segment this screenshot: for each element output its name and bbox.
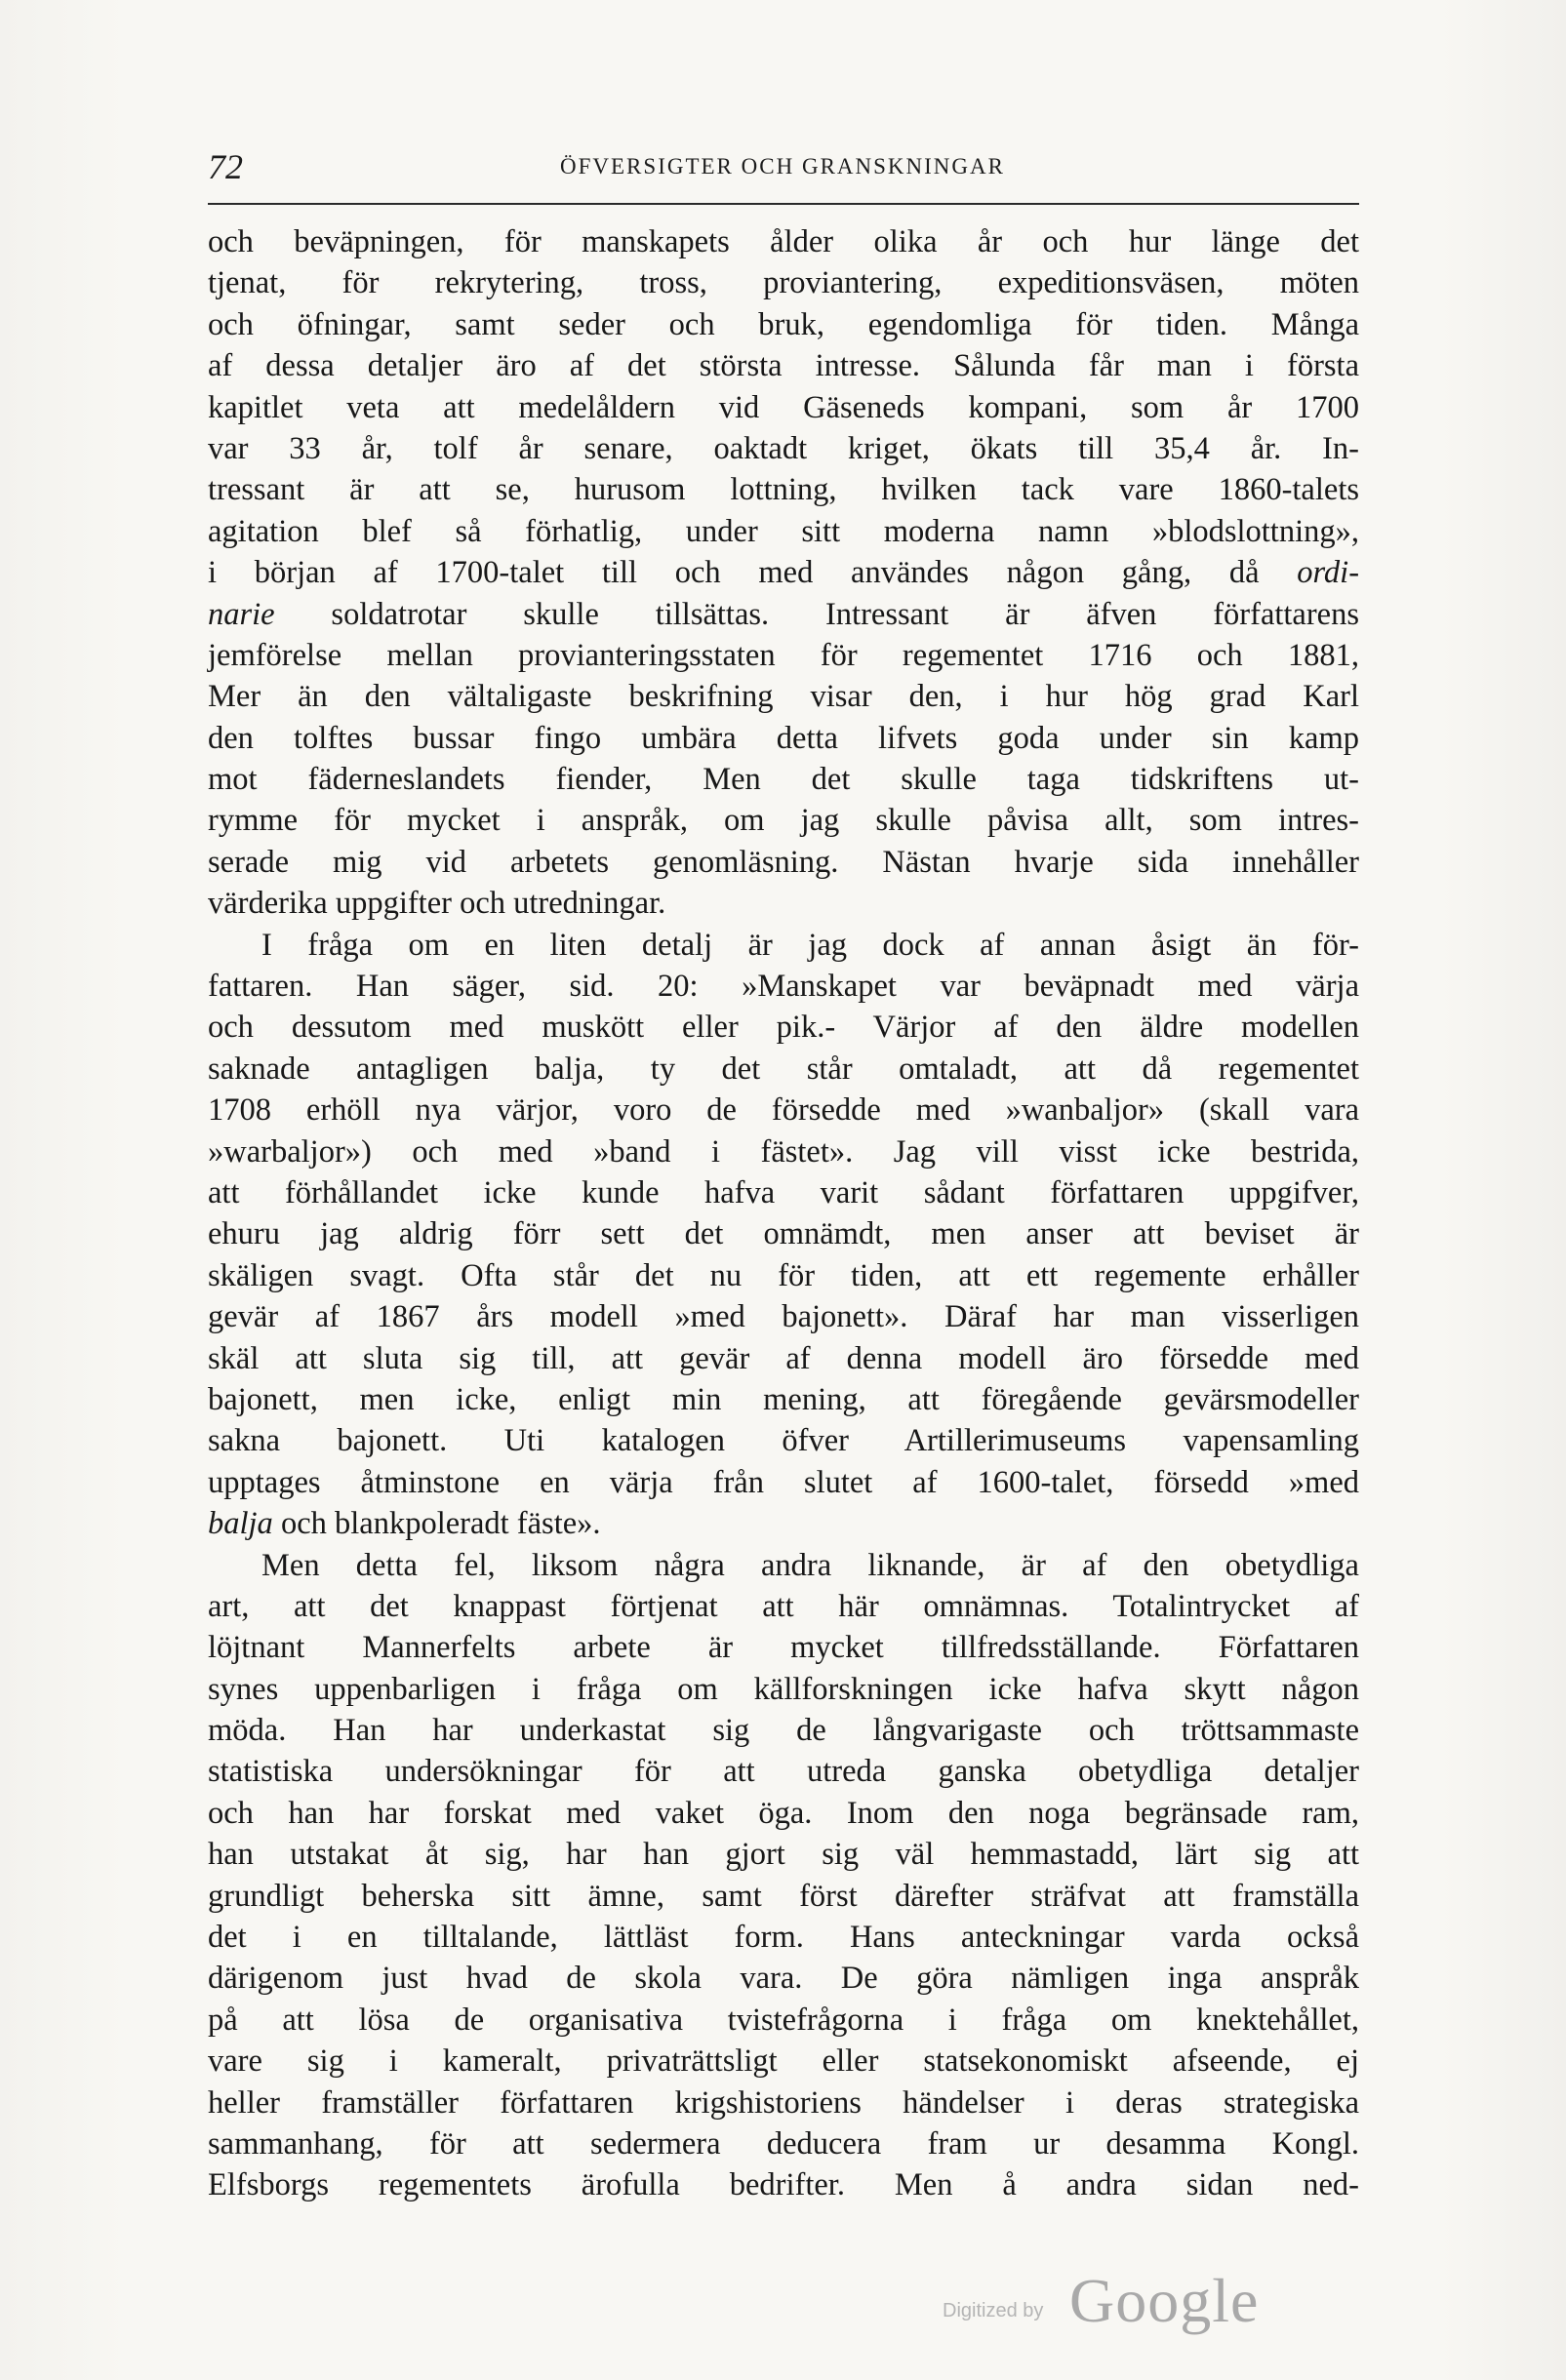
text-line: Men detta fel, liksom några andra liknande, är af den obetydliga xyxy=(261,1547,1359,1583)
text-line: I fråga om en liten detalj är jag dock af annan åsigt än för- xyxy=(261,927,1359,963)
text-line-segment: och blankpoleradt fäste». xyxy=(272,1506,601,1542)
text-line xyxy=(208,1503,1359,1544)
text-line: möda. Han har underkastat sig de långvarigaste och tröttsammaste xyxy=(208,1713,1359,1749)
text-line: af dessa detaljer äro af det största intresse. Sålunda får man i första xyxy=(208,348,1359,384)
text-line: Elfsborgs regementets ärofulla bedrifter. Men å andra sidan ned- xyxy=(208,2167,1359,2203)
running-head: ÖFVERSIGTER OCH GRANSKNINGAR xyxy=(560,154,1005,178)
text-line: »warbaljor») och med »band i fästet». Jag vill visst icke bestrida, xyxy=(208,1133,1359,1170)
text-line: kapitlet veta att medelåldern vid Gäseneds kompani, som år 1700 xyxy=(208,389,1359,425)
text-line: heller framställer författaren krigshistoriens händelser i deras strategiska xyxy=(208,2084,1359,2121)
text-line xyxy=(208,594,1359,635)
text-line: bajonett, men icke, enligt min mening, att föregående gevärsmodeller xyxy=(208,1381,1359,1417)
text-line: det i en tilltalande, lättläst form. Hans anteckningar varda också xyxy=(208,1920,1359,1956)
text-line: och han har forskat med vaket öga. Inom den noga begränsade ram, xyxy=(208,1795,1359,1831)
body-text xyxy=(208,221,1359,2206)
text-line: 1708 erhöll nya värjor, voro de försedde med »wanbaljor» (skall vara xyxy=(208,1092,1359,1129)
text-line: på att lösa de organisativa tvistefrågorna i fråga om knektehållet, xyxy=(208,2002,1359,2038)
text-line: värderika uppgifter och utredningar. xyxy=(208,886,666,922)
digitized-by-google-watermark xyxy=(943,2266,1265,2335)
text-line: tressant är att se, hurusom lottning, hvilken tack vare 1860-talets xyxy=(208,472,1359,508)
italic-word: balja xyxy=(208,1506,273,1542)
text-line: jemförelse mellan provianteringsstaten för regementet 1716 och 1881, xyxy=(208,637,1359,673)
text-line: statistiska undersökningar för att utreda ganska obetydliga detaljer xyxy=(208,1754,1359,1790)
page-header xyxy=(208,146,1357,195)
text-line: upptages åtminstone en värja från slutet af 1600-talet, försedd »med xyxy=(208,1464,1359,1500)
text-line: att förhållandet icke kunde hafva varit sådant författaren uppgifver, xyxy=(208,1174,1359,1210)
text-line: vare sig i kameralt, privaträttsligt eller statsekonomiskt afseende, ej xyxy=(208,2043,1359,2080)
text-line-segment: i början af 1700-talet till och med användes någon gång, då xyxy=(208,555,1260,591)
text-line: han utstakat åt sig, har han gjort sig väl hemmastadd, lärt sig att xyxy=(208,1837,1359,1873)
text-line: sammanhang, för att sedermera deducera fram ur desamma Kongl. xyxy=(208,2125,1359,2162)
text-line: fattaren. Han säger, sid. 20: »Manskapet var beväpnadt med värja xyxy=(208,969,1359,1005)
text-line: tjenat, för rekrytering, tross, proviantering, expeditionsväsen, möten xyxy=(208,265,1359,301)
text-line xyxy=(208,552,1359,593)
italic-word: ordi- xyxy=(1297,555,1360,591)
text-line: agitation blef så förhatlig, under sitt moderna namn »blodslottning», xyxy=(208,513,1359,549)
text-line: gevär af 1867 års modell »med bajonett». Däraf har man visserligen xyxy=(208,1299,1359,1335)
text-line: och öfningar, samt seder och bruk, egendomliga för tiden. Många xyxy=(208,306,1359,342)
header-rule xyxy=(208,203,1359,205)
text-line: och beväpningen, för manskapets ålder olika år och hur länge det xyxy=(208,224,1359,259)
text-line: löjtnant Mannerfelts arbete är mycket tillfredsställande. Författaren xyxy=(208,1630,1359,1666)
italic-word: narie xyxy=(208,596,275,632)
watermark-prefix: Digitized by xyxy=(943,2300,1044,2321)
text-line: skäl att sluta sig till, att gevär af denna modell äro försedde med xyxy=(208,1340,1359,1376)
text-line: ehuru jag aldrig förr sett det omnämdt, men anser att beviset är xyxy=(208,1216,1359,1252)
text-line: grundligt beherska sitt ämne, samt först därefter sträfvat att framställa xyxy=(208,1878,1359,1914)
text-line: Mer än den vältaligaste beskrifning visar den, i hur hög grad Karl xyxy=(208,679,1359,715)
text-line: mot fäderneslandets fiender, Men det skulle taga tidskriftens ut- xyxy=(208,762,1359,798)
text-line: den tolftes bussar fingo umbära detta lifvets goda under sin kamp xyxy=(208,720,1359,756)
text-line: skäligen svagt. Ofta står det nu för tiden, att ett regemente erhåller xyxy=(208,1257,1359,1293)
text-line: därigenom just hvad de skola vara. De göra nämligen inga anspråk xyxy=(208,1961,1359,1997)
text-line: serade mig vid arbetets genomläsning. Nästan hvarje sida innehåller xyxy=(208,844,1359,880)
text-line: och dessutom med muskött eller pik.- Värjor af den äldre modellen xyxy=(208,1010,1359,1046)
text-line-segment: soldatrotar skulle tillsättas. Intressant är äfven författarens xyxy=(274,596,1359,632)
text-line: rymme för mycket i anspråk, om jag skulle påvisa allt, som intres- xyxy=(208,803,1359,839)
text-line: saknade antagligen balja, ty det står omtaladt, att då regementet xyxy=(208,1051,1359,1087)
text-line: art, att det knappast förtjenat att här omnämnas. Totalintrycket af xyxy=(208,1588,1359,1624)
text-line: sakna bajonett. Uti katalogen öfver Artillerimuseums vapensamling xyxy=(208,1423,1359,1459)
text-line: synes uppenbarligen i fråga om källforskningen icke hafva skytt någon xyxy=(208,1671,1359,1707)
text-line: var 33 år, tolf år senare, oaktadt kriget, ökats till 35,4 år. In- xyxy=(208,430,1359,466)
google-logo: Google xyxy=(1069,2266,1260,2335)
page-number: 72 xyxy=(208,147,243,186)
